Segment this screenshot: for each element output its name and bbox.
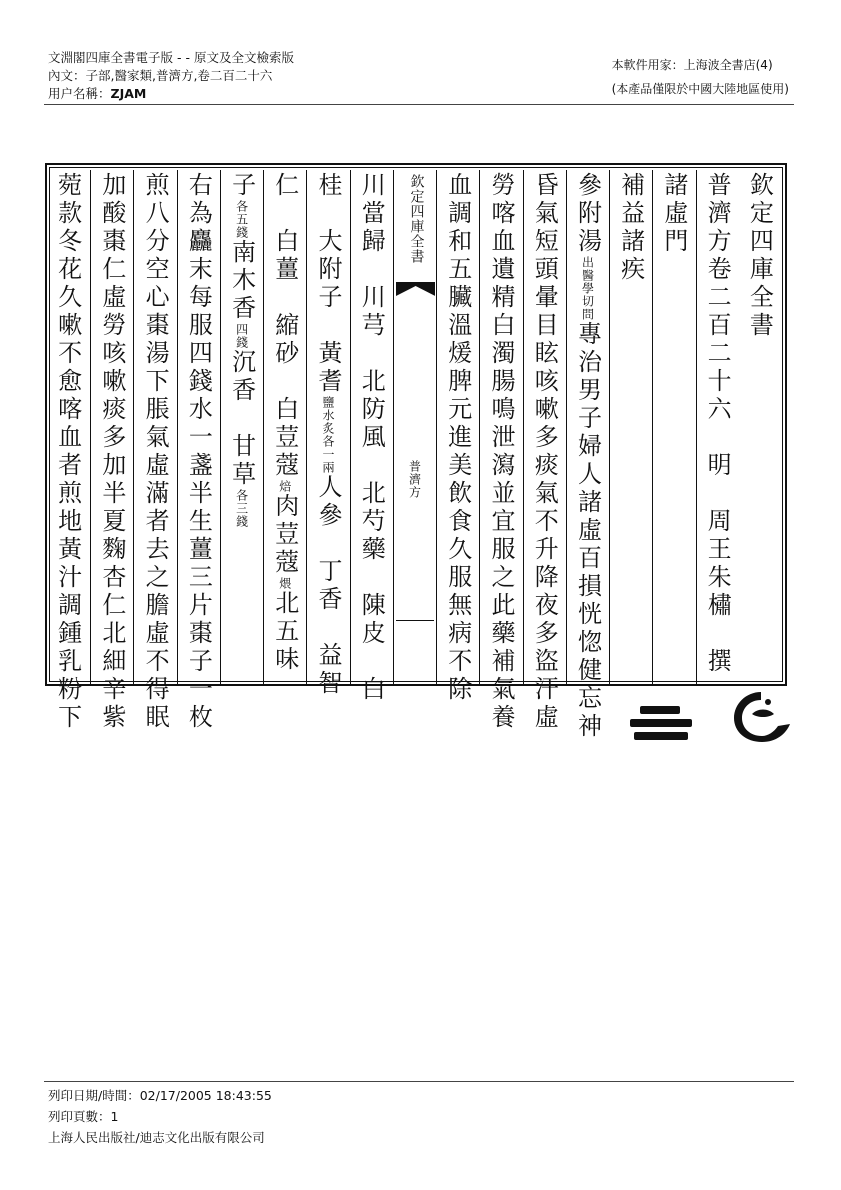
column-text <box>486 172 515 732</box>
banner-book-title: 欽定四庫全書 <box>408 174 425 264</box>
text-segment: 補益諸疾 <box>616 172 645 284</box>
column-text <box>530 172 559 732</box>
text-column <box>220 170 263 685</box>
text-segment: 勞喀血遺精白濁腸鳴泄瀉並宜服之此藥補氣養 <box>486 172 515 732</box>
text-column <box>393 170 436 685</box>
text-segment: 加酸棗仁虛勞咳嗽痰多加半夏麴杏仁北細辛紫 <box>97 172 126 732</box>
column-text <box>270 172 299 674</box>
banner-chapter-title: 普濟方 <box>407 460 422 499</box>
licensee: 本軟件用家：上海波全書店(4) <box>611 58 773 72</box>
column-text <box>141 172 170 732</box>
text-segment: 菀款冬花久嗽不愈喀血者煎地黃汁調鍾乳粉下 <box>53 172 82 732</box>
column-text <box>703 172 732 676</box>
text-segment: 煎八分空心棗湯下脹氣虛滿者去之膽虛不得眠 <box>141 172 170 732</box>
column-text <box>53 172 82 732</box>
text-segment: 昏氣短頭暈目眩咳嗽多痰氣不升降夜多盜汗虛 <box>530 172 559 732</box>
text-segment: 川當歸 川芎 北防風 北芍藥 陳皮 白 <box>357 172 386 704</box>
column-text <box>184 172 213 732</box>
text-segment: 沉香 甘草 <box>227 349 256 489</box>
annotation-note: 煨 <box>277 577 292 590</box>
text-column <box>696 170 739 685</box>
header-right <box>612 53 789 101</box>
header-user <box>48 85 294 103</box>
text-segment: 南木香 <box>227 239 256 323</box>
user-name: ZJAM <box>110 86 147 101</box>
text-column <box>609 170 652 685</box>
text-segment: 北五味 <box>270 590 299 674</box>
column-text <box>97 172 126 732</box>
column-text <box>357 172 386 704</box>
annotation-note: 出醫學切問 <box>580 256 595 321</box>
text-column <box>479 170 522 732</box>
header-rule <box>44 104 794 105</box>
text-column <box>47 170 90 732</box>
header-content-path: 內文：子部,醫家類,普濟方,卷二百二十六 <box>48 68 273 83</box>
license-note: (本產品僅限於中國大陸地區使用) <box>611 82 789 96</box>
publisher: 上海人民出版社/迪志文化出版有限公司 <box>48 1130 265 1145</box>
text-segment: 人參 丁香 益智 <box>314 474 343 698</box>
header-title: 文淵閣四庫全書電子版 - - 原文及全文檢索版 <box>48 50 294 65</box>
footer <box>48 1085 272 1148</box>
text-column <box>436 170 479 704</box>
text-segment: 右為麤末每服四錢水一盞半生薑三片棗子一枚 <box>184 172 213 732</box>
print-datetime: 列印日期/時間：02/17/2005 18:43:55 <box>48 1088 272 1103</box>
header-left <box>48 49 294 103</box>
text-column <box>177 170 220 732</box>
text-segment: 血調和五臟溫煖脾元進美飲食久服無病不除 <box>443 172 472 704</box>
text-segment: 仁 白薑 縮砂 白荳蔻 <box>270 172 299 480</box>
annotation-note: 鹽水炙各一兩 <box>321 396 336 474</box>
publisher-logo-icon <box>728 688 794 746</box>
text-column <box>263 170 306 685</box>
annotation-note: 焙 <box>277 480 292 493</box>
column-text <box>659 172 688 256</box>
text-segment: 子 <box>227 172 256 200</box>
text-segment: 參附湯 <box>573 172 602 256</box>
text-segment: 欽定四庫全書 <box>745 172 774 340</box>
text-segment: 專治男子婦人諸虛百損恍惚健忘神 <box>573 321 602 741</box>
text-column <box>523 170 566 732</box>
text-segment: 普濟方卷二百二十六 明 周王朱橚 撰 <box>703 172 732 676</box>
text-column <box>133 170 176 732</box>
annotation-note: 各五錢 <box>234 200 249 239</box>
column-text <box>745 172 774 340</box>
text-column <box>350 170 393 704</box>
page-inner <box>49 167 783 741</box>
column-text <box>573 172 602 741</box>
text-column <box>90 170 133 732</box>
text-column <box>566 170 609 741</box>
text-segment: 桂 大附子 黃耆 <box>314 172 343 396</box>
banner-rule <box>396 620 434 621</box>
print-pages: 列印頁數：1 <box>48 1109 119 1124</box>
text-segment: 諸虛門 <box>659 172 688 256</box>
column-text <box>227 172 256 528</box>
text-column <box>306 170 349 698</box>
annotation-note: 四錢 <box>234 323 249 349</box>
user-label: 用户名稱： <box>48 86 111 101</box>
column-text <box>443 172 472 704</box>
text-segment: 肉荳蔻 <box>270 493 299 577</box>
text-column <box>652 170 695 685</box>
column-text <box>314 172 343 698</box>
text-column <box>739 170 782 685</box>
fish-tail-mark <box>396 282 435 298</box>
publisher-logo-bars <box>630 706 692 740</box>
column-text <box>616 172 645 284</box>
footer-rule <box>44 1081 794 1082</box>
annotation-note: 各三錢 <box>234 489 249 528</box>
page-frame <box>45 163 787 741</box>
